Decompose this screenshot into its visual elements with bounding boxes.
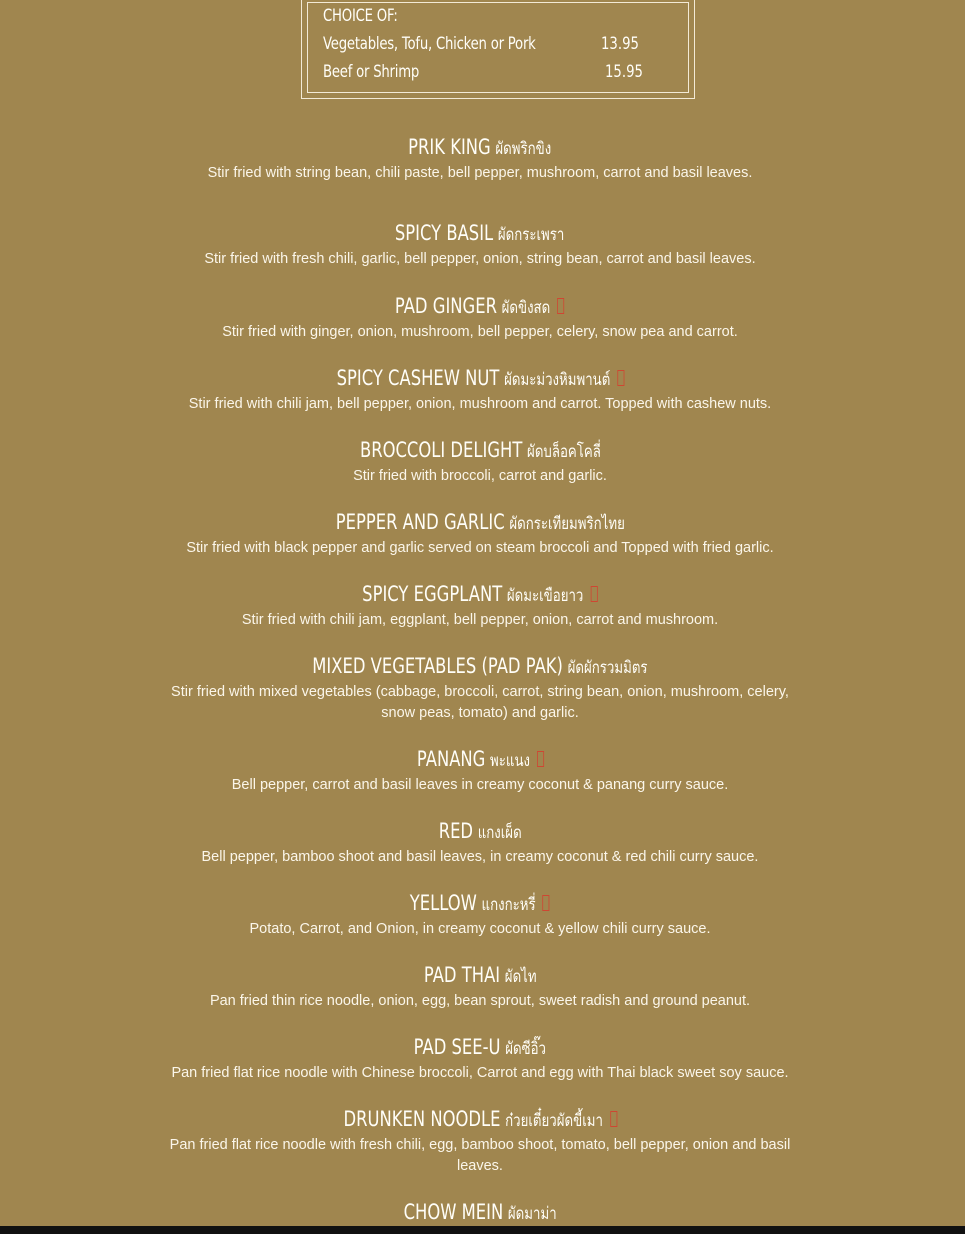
menu-item-thai-name: ผัดมะม่วงหิมพานต์ (503, 370, 610, 390)
menu-item-title (416, 746, 543, 774)
menu-item-description: Stir fried with broccoli, carrot and garlic. (353, 468, 607, 484)
choice-of-box (301, 0, 695, 99)
menu-item-description: Stir fried with string bean, chili paste, bell pepper, mushroom, carrot and basil leaves. (207, 165, 753, 181)
menu-item-title (395, 220, 564, 248)
menu-item-thai-name: พะแนง (489, 751, 530, 771)
menu-item-title (395, 293, 564, 321)
menu-item-title (312, 653, 647, 681)
menu-item-description: Stir fried with mixed vegetables (cabbage, broccoli, carrot, string bean, onion, mushroom, celery, snow peas, tomato) and garlic. (171, 684, 789, 721)
menu-item-spicy-cashew-nut (150, 365, 810, 415)
menu-item-description: Stir fried with black pepper and garlic served on steam broccoli and Topped with fried garlic. (186, 540, 774, 556)
menu-item-thai-name: ผัดมาม่า (507, 1204, 557, 1224)
spicy-chili-icon (610, 1111, 617, 1127)
menu-item-name: PAD SEE-U (413, 1035, 501, 1059)
menu-item-description: Pan fried flat rice noodle with Chinese broccoli, Carrot and egg with Thai black sweet soy sauce. (171, 1065, 789, 1081)
menu-item-broccoli-delight (150, 437, 810, 487)
menu-item-pad-see-u (150, 1034, 810, 1084)
menu-item-pad-ginger (150, 293, 810, 343)
menu-item-title (414, 1034, 546, 1062)
menu-item-description: Potato, Carrot, and Onion, in creamy coconut & yellow chili curry sauce. (249, 921, 711, 937)
menu-item-thai-name: ผัดผักรวมมิตร (567, 658, 648, 678)
menu-item-thai-name: ผัดกระเพรา (498, 225, 565, 245)
menu-item-thai-name: ผัดไท (504, 967, 537, 987)
menu-item-title (410, 890, 550, 918)
menu-item-name: YELLOW (410, 891, 478, 915)
menu-item-description: Bell pepper, carrot and basil leaves in creamy coconut & panang curry sauce. (231, 777, 729, 793)
menu-item-name: MIXED VEGETABLES (PAD PAK) (312, 654, 563, 678)
choice-option-label: Vegetables, Tofu, Chicken or Pork (323, 34, 536, 54)
menu-item-name: SPICY BASIL (395, 221, 494, 245)
menu-item-name: PAD GINGER (395, 294, 498, 318)
menu-item-thai-name: ผัดบล็อคโคลี่ (526, 442, 601, 462)
choice-option-price: 13.95 (601, 34, 639, 54)
menu-item-name: BROCCOLI DELIGHT (359, 438, 522, 462)
menu-item-thai-name: ผัดมะเขือยาว (507, 586, 584, 606)
menu-item-thai-name: ผัดซีอิ๊ว (505, 1039, 547, 1059)
menu-item-panang (150, 746, 810, 796)
menu-item-drunken-noodle (150, 1106, 810, 1177)
menu-item-title (335, 509, 624, 537)
menu-item-title (424, 962, 537, 990)
menu-item-description: Pan fried flat rice noodle with fresh chili, egg, bamboo shoot, tomato, bell pepper, onion and basil leaves. (169, 1137, 791, 1174)
menu-item-yellow (150, 890, 810, 940)
menu-item-thai-name: แกงเผ็ด (477, 823, 522, 843)
menu-item-title (343, 1106, 616, 1134)
menu-item-spicy-basil (150, 220, 810, 270)
spicy-chili-icon (543, 895, 550, 911)
choice-option-label: Beef or Shrimp (323, 62, 420, 82)
menu-item-prik-king (150, 134, 810, 184)
menu-item-name: CHOW MEIN (403, 1200, 504, 1224)
menu-item-name: DRUNKEN NOODLE (343, 1107, 501, 1131)
menu-item-name: SPICY CASHEW NUT (336, 366, 499, 390)
menu-item-description: Stir fried with chili jam, eggplant, bell pepper, onion, carrot and mushroom. (241, 612, 719, 628)
spicy-chili-icon (591, 586, 598, 602)
menu-item-name: SPICY EGGPLANT (362, 582, 503, 606)
menu-item-pepper-and-garlic (150, 509, 810, 559)
menu-item-name: PANANG (416, 747, 485, 771)
menu-item-thai-name: ก๋วยเตี๋ยวผัดขี้เมา (504, 1111, 603, 1131)
menu-item-title (403, 1199, 556, 1227)
menu-item-title (439, 818, 522, 846)
menu-item-thai-name: ผัดขิงสด (502, 298, 551, 318)
choice-heading: CHOICE OF: (323, 6, 398, 26)
menu-item-chow-mein (150, 1199, 810, 1227)
menu-item-description: Bell pepper, bamboo shoot and basil leaves, in creamy coconut & red chili curry sauce. (201, 849, 759, 865)
menu-item-name: PAD THAI (423, 963, 500, 987)
spicy-chili-icon (537, 751, 544, 767)
menu-item-title (362, 581, 597, 609)
bottom-edge-bar (0, 1226, 965, 1234)
choice-option-price: 15.95 (605, 62, 643, 82)
menu-item-description: Pan fried thin rice noodle, onion, egg, bean sprout, sweet radish and ground peanut. (209, 993, 751, 1009)
menu-item-title (360, 437, 601, 465)
menu-item-thai-name: ผัดพริกขิง (495, 139, 552, 159)
menu-item-name: PRIK KING (408, 135, 492, 159)
menu-item-description: Stir fried with fresh chili, garlic, bell pepper, onion, string bean, carrot and basil leaves. (204, 251, 756, 267)
spicy-chili-icon (558, 298, 565, 314)
menu-item-spicy-eggplant (150, 581, 810, 631)
menu-item-pad-thai (150, 962, 810, 1012)
spicy-chili-icon (617, 370, 624, 386)
menu-item-description: Stir fried with chili jam, bell pepper, onion, mushroom and carrot. Topped with cashew nuts. (188, 396, 772, 412)
menu-item-name: PEPPER AND GARLIC (335, 510, 505, 534)
menu-item-title (408, 134, 551, 162)
menu-item-thai-name: แกงกะหรี่ (481, 895, 536, 915)
menu-item-mixed-vegetables (150, 653, 810, 724)
menu-item-description: Stir fried with ginger, onion, mushroom, bell pepper, celery, snow pea and carrot. (222, 324, 738, 340)
menu-item-name: RED (438, 819, 473, 843)
menu-item-red (150, 818, 810, 868)
menu-item-thai-name: ผัดกระเทียมพริกไทย (509, 514, 625, 534)
menu-item-title (336, 365, 624, 393)
